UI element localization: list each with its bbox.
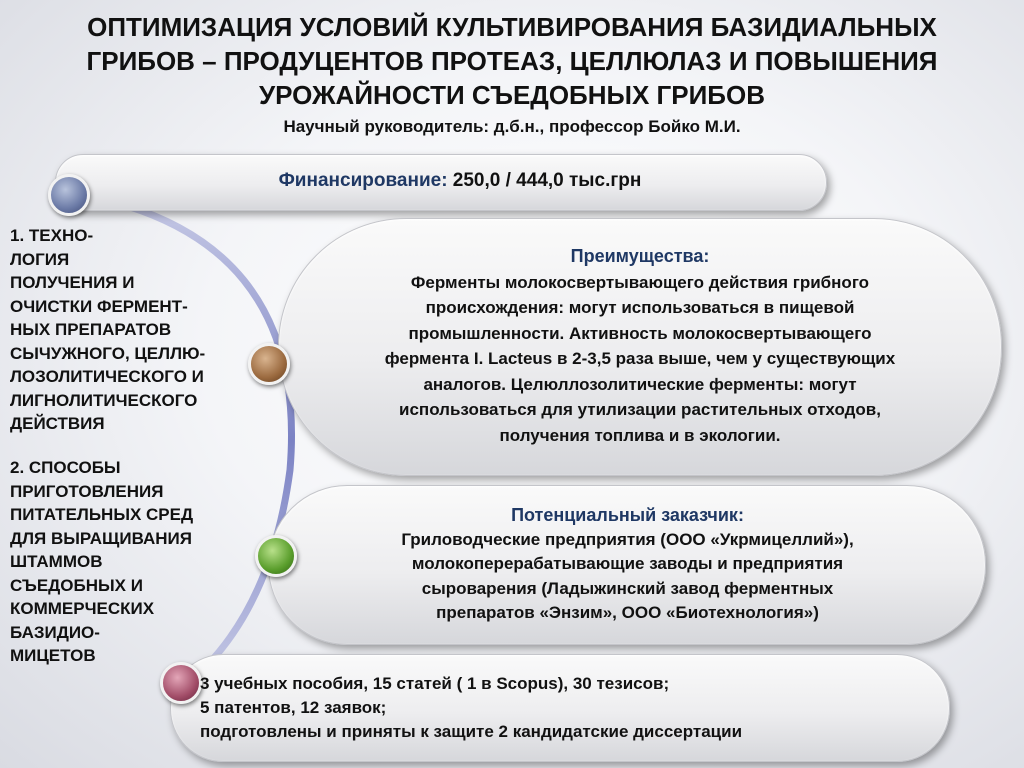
advantages-line: получения топлива и в экологии. xyxy=(499,425,781,445)
left-line: ОЧИСТКИ ФЕРМЕНТ- xyxy=(10,296,188,316)
funding-value: 250,0 / 444,0 тыс.грн xyxy=(452,170,642,191)
left-line: ПРИГОТОВЛЕНИЯ xyxy=(10,481,164,501)
customer-line: молокоперерабатывающие заводы и предприятия xyxy=(411,554,844,573)
brown-bullet-icon xyxy=(248,343,290,385)
title-line-1: ОПТИМИЗАЦИЯ УСЛОВИЙ КУЛЬТИВИРОВАНИЯ БАЗИДИАЛЬНЫХ xyxy=(87,12,937,42)
left-line: СЫЧУЖНОГО, ЦЕЛЛЮ- xyxy=(10,343,206,363)
advantages-heading: Преимущества: xyxy=(570,246,710,266)
left-line: МИЦЕТОВ xyxy=(10,646,96,665)
advantages-line: промышленности. Активность молокосвертывающего xyxy=(408,323,872,343)
left-line: ЛИГНОЛИТИЧЕСКОГО xyxy=(10,390,198,410)
left-line: ПОЛУЧЕНИЯ И xyxy=(10,273,135,292)
green-bullet-icon xyxy=(255,535,297,577)
left-line: 1. ТЕХНО- xyxy=(10,226,94,245)
publications-line: 3 учебных пособия, 15 статей ( 1 в Scopus), 30 тезисов; xyxy=(200,674,670,693)
left-line: ПИТАТЕЛЬНЫХ СРЕД xyxy=(10,505,194,524)
advantages-line: фермента I. Lacteus в 2-3,5 раза выше, чем у существующих xyxy=(384,349,896,368)
left-line: БАЗИДИО- xyxy=(10,622,100,642)
left-line: ДЕЙСТВИЯ xyxy=(10,414,105,433)
left-line: ЛОГИЯ xyxy=(10,249,70,269)
publications-line: 5 патентов, 12 заявок; xyxy=(200,698,387,717)
left-line: СЪЕДОБНЫХ И xyxy=(10,575,143,595)
supervisor-line: Научный руководитель: д.б.н., профессор Бойко М.И. xyxy=(283,117,741,136)
left-line: ЛОЗОЛИТИЧЕСКОГО И xyxy=(10,367,204,386)
left-line: ШТАММОВ xyxy=(10,552,103,571)
left-line: ДЛЯ ВЫРАЩИВАНИЯ xyxy=(10,528,192,548)
publications-text xyxy=(200,672,920,744)
advantages-line: аналогов. Целюллозолитические ферменты: могут xyxy=(423,374,857,394)
pink-bullet-icon xyxy=(160,662,202,704)
advantages-line: Ферменты молокосвертывающего действия грибного xyxy=(410,272,870,292)
customer-heading: Потенциальный заказчик: xyxy=(511,505,744,525)
left-item-methods xyxy=(10,456,250,668)
publications-line: подготовлены и приняты к защите 2 кандидатские диссертации xyxy=(200,722,743,741)
left-line: КОММЕРЧЕСКИХ xyxy=(10,599,155,618)
advantages-text xyxy=(325,244,955,448)
customer-line: препаратов «Энзим», ООО «Биотехнология») xyxy=(436,603,819,622)
customer-text xyxy=(320,503,935,626)
slide-title xyxy=(30,10,994,112)
customer-line: сыроварения (Ладыжинский завод ферментных xyxy=(421,578,834,598)
title-line-2: ГРИБОВ – ПРОДУЦЕНТОВ ПРОТЕАЗ, ЦЕЛЛЮЛАЗ И ПОВЫШЕНИЯ xyxy=(86,46,938,76)
funding-label: Финансирование: xyxy=(278,170,448,191)
left-line: НЫХ ПРЕПАРАТОВ xyxy=(10,320,172,339)
title-line-3: УРОЖАЙНОСТИ СЪЕДОБНЫХ ГРИБОВ xyxy=(258,80,765,110)
advantages-line: использоваться для утилизации растительных отходов, xyxy=(399,400,881,419)
left-line: 2. СПОСОБЫ xyxy=(10,458,121,477)
customer-line: Гриловодческие предприятия (ООО «Укрмицеллий»), xyxy=(401,529,854,549)
funding-text xyxy=(180,170,740,192)
advantages-line: происхождения: могут использоваться в пищевой xyxy=(425,298,855,317)
left-item-technology xyxy=(10,224,250,436)
blue-bullet-icon xyxy=(48,174,90,216)
